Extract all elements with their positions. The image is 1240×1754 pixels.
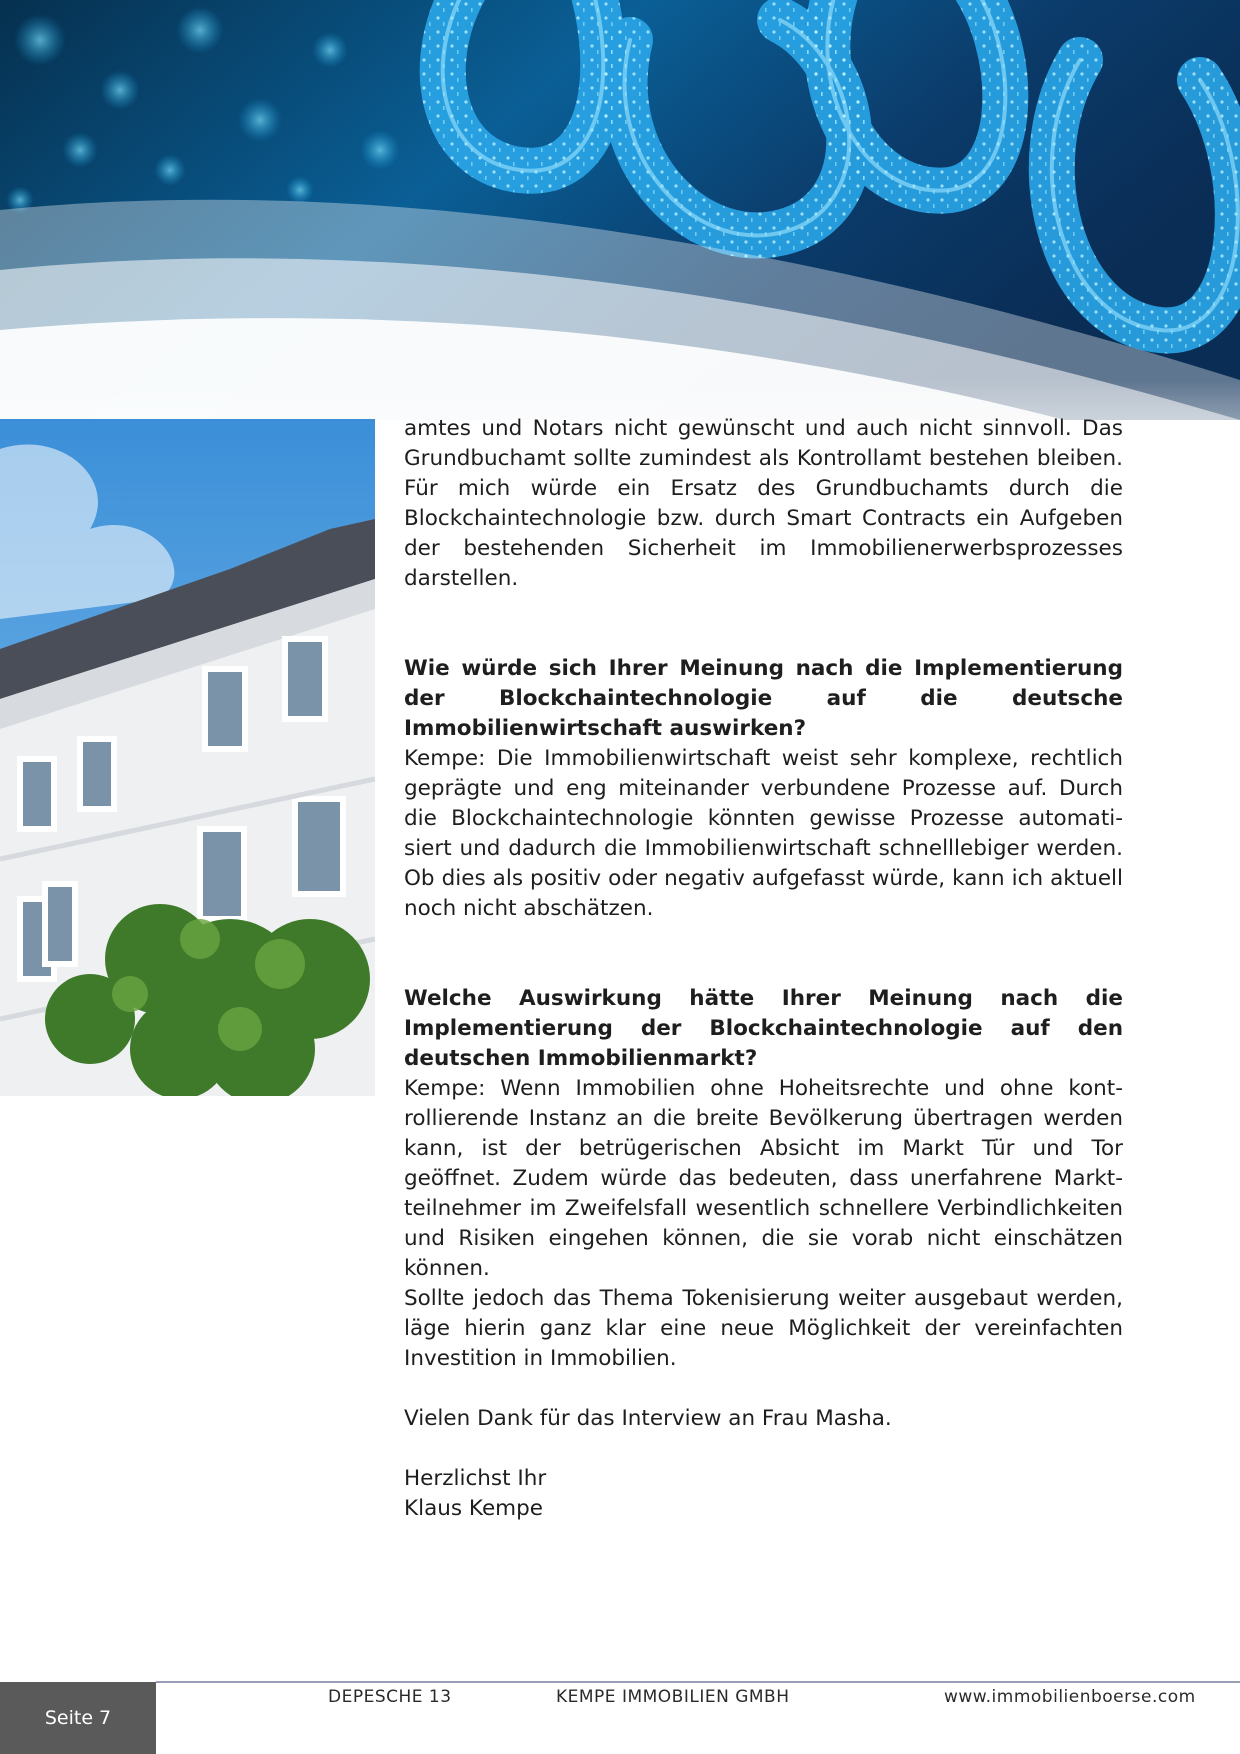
paragraph-intro: amtes und Notars nicht gewünscht und auch nicht sinnvoll. Das Grundbuchamt sollte zumindest als Kontrollamt bestehen bleiben. Für mich würde ein Ersatz des Grundbuchamts durch die Blockchaintechnologie bzw. durch Smart Contracts ein Aufgeben der bestehenden Sicherheit im Immobilienerwerbsprozesses darstellen. [404,416,1123,591]
closing-line: Herzlichst Ihr [404,1466,547,1491]
question-2: Welche Auswirkung hätte Ihrer Meinung nach die Implementierung der Blockchaintechnologie auf den deutschen Immobilienmarkt? [404,986,1123,1071]
page-number: Seite 7 [44,1707,112,1729]
footer-divider [156,1681,1240,1683]
page-number-badge [0,1682,156,1754]
footer-website-link[interactable]: www.immobilienboerse.com [944,1687,1196,1707]
signature: Klaus Kempe [404,1496,543,1521]
footer-company: KEMPE IMMOBILIEN GMBH [556,1687,790,1707]
building-photo [0,419,375,1096]
answer-2-continued: Sollte jedoch das Thema Tokenisierung weiter ausgebaut werden, läge hierin ganz klar eine neue Möglichkeit der vereinfachten Investition in Immobilien. [404,1286,1123,1371]
answer-2: Kempe: Wenn Immobilien ohne Hoheitsrechte und ohne kontrollierende Instanz an die breite Bevölkerung übertragen werden kann, ist der betrügerischen Absicht im Markt Tür und Tor geöffnet. Zudem würde das bedeuten, dass unerfahrene Marktteilnehmer im Zweifelsfall wesentlich schnellere Verbindlichkeiten und Risiken eingehen können, die sie vorab nicht einschätzen können. [404,1076,1123,1281]
article-body [404,414,1123,1524]
thanks-line: Vielen Dank für das Interview an Frau Masha. [404,1406,892,1431]
answer-1: Kempe: Die Immobilienwirtschaft weist sehr komplexe, rechtlich geprägte und eng miteinander verbundene Prozesse auf. Durch die Blockchaintechnologie könnten gewisse Prozesse automatisiert und dadurch die Immobilienwirtschaft schnelllebiger werden. Ob dies als positiv oder negativ aufgefasst würde, kann ich aktuell noch nicht abschätzen. [404,746,1123,921]
footer-issue: DEPESCHE 13 [328,1687,452,1707]
question-1: Wie würde sich Ihrer Meinung nach die Implementierung der Blockchaintechnologie auf die deutsche Immobilienwirtschaft auswirken? [404,656,1123,741]
